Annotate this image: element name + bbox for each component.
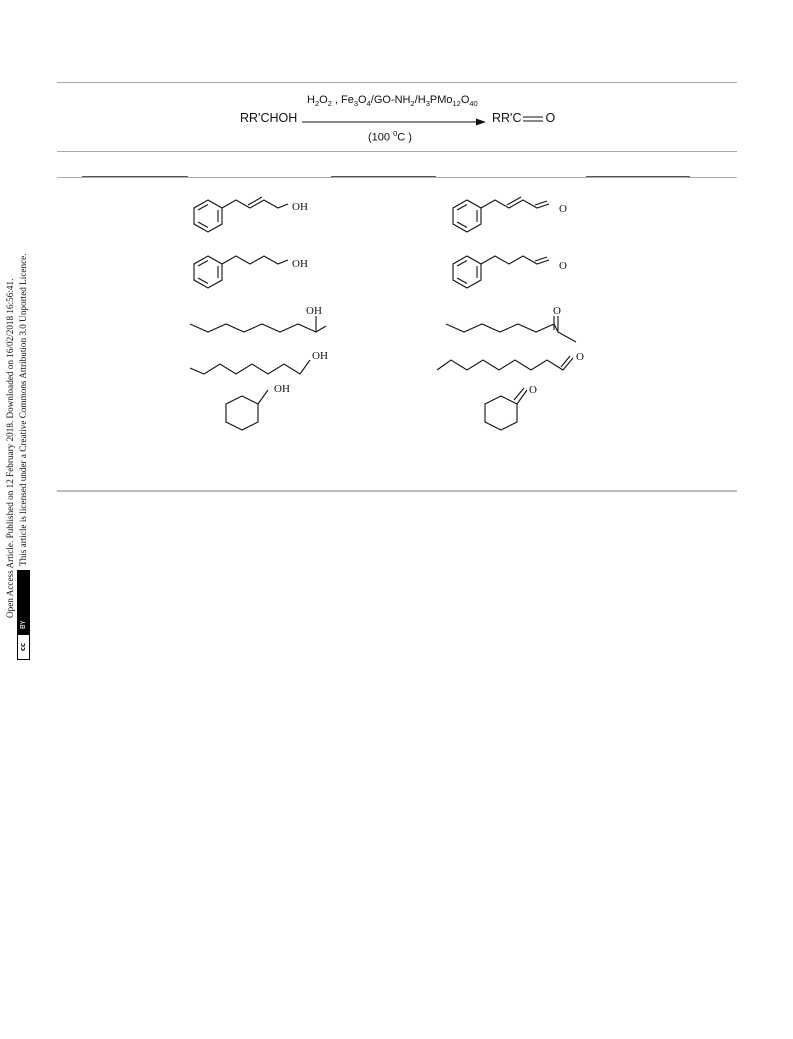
substrate-3-label: OH xyxy=(306,305,322,317)
reaction-reagents: $H_2O_2$ , $Fe_3O_4/GO-NH_2/H_3PMo_{12}O_{40}$ xyxy=(307,94,478,109)
reactant-formula: RR'CHOH xyxy=(240,111,298,125)
substrate-3-phenylpropanol xyxy=(188,246,338,298)
product-2-octanone xyxy=(444,302,594,346)
table-top-rule xyxy=(57,82,737,83)
product-octanal xyxy=(435,346,595,380)
product-1-label: O xyxy=(559,203,567,215)
substrate-cinnamyl-alcohol xyxy=(188,188,338,244)
reaction-conditions: (100 $^0$C ) xyxy=(368,129,412,144)
product-cinnamaldehyde xyxy=(447,188,597,244)
product-cyclohexanone xyxy=(477,380,567,438)
side-note-line-1: Open Access Article. Published on 12 February 2018. Downloaded on 16/02/2018 16:56:41. xyxy=(5,278,15,618)
substrate-2-label: OH xyxy=(292,258,308,270)
header-underline-right xyxy=(586,176,690,177)
product-4-label: O xyxy=(576,351,584,363)
by-icon: BY xyxy=(18,571,29,635)
substrate-2-octanol xyxy=(188,302,338,346)
product-formula: RR'C O xyxy=(492,111,556,125)
reaction-scheme xyxy=(230,92,570,146)
header-underline-product xyxy=(331,176,436,177)
substrate-4-label: OH xyxy=(312,350,328,362)
table-bottom-rule xyxy=(57,490,737,492)
double-bond xyxy=(522,115,544,123)
cc-icon: cc xyxy=(18,635,29,659)
substrate-5-label: OH xyxy=(274,383,290,395)
header-underline-substrate xyxy=(82,176,188,177)
substrate-1-label: OH xyxy=(292,201,308,213)
header-rule xyxy=(57,177,737,178)
substrate-cyclohexanol xyxy=(218,380,308,438)
substrate-1-octanol xyxy=(188,346,338,380)
product-2-label: O xyxy=(559,260,567,272)
cc-by-badge[interactable] xyxy=(17,570,30,660)
side-note-line-2 xyxy=(17,190,30,660)
product-5-label: O xyxy=(529,384,537,396)
product-3-phenylpropanal xyxy=(447,246,597,298)
licence-text[interactable]: This article is licensed under a Creative Commons Attribution 3.0 Unported Licence. xyxy=(17,253,28,566)
scheme-bottom-rule xyxy=(57,151,737,152)
reaction-arrow xyxy=(302,118,486,126)
product-3-label: O xyxy=(553,305,561,317)
